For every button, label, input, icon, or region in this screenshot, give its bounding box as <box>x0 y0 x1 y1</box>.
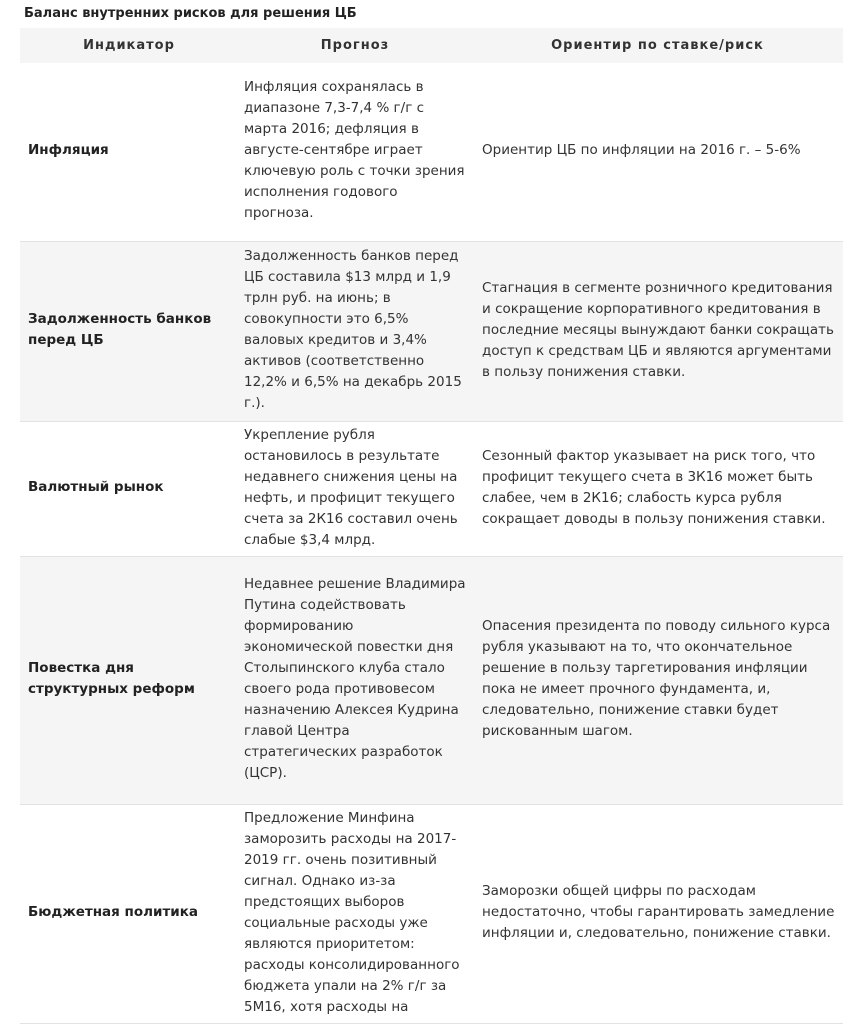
indicator-cell: Повестка дня структурных реформ <box>20 556 238 804</box>
table-row <box>20 63 843 241</box>
guidance-cell: Сезонный фактор указывает на риск того, что профицит текущего счета в 3К16 может быть слабее, чем в 2К16; слабость курса рубля сокращает доводы в пользу понижения ставки. <box>472 421 843 556</box>
indicator-cell: Бюджетная политика <box>20 804 238 1023</box>
page-title: Баланс внутренних рисков для решения ЦБ <box>24 6 357 21</box>
column-header-indicator: Индикатор <box>20 28 238 63</box>
table-row <box>20 804 843 1023</box>
guidance-cell: Заморозки общей цифры по расходам недостаточно, чтобы гарантировать замедление инфляции и, следовательно, понижение ставки. <box>472 804 843 1023</box>
guidance-cell: Ориентир ЦБ по инфляции на 2016 г. – 5-6% <box>472 63 843 241</box>
indicator-cell: Инфляция <box>20 63 238 241</box>
table-header <box>20 28 843 63</box>
guidance-cell: Стагнация в сегменте розничного кредитования и сокращение корпоративного кредитования в последние месяцы вынуждают банки сокращать доступ к средствам ЦБ и являются аргументами в пользу понижения ставки. <box>472 241 843 421</box>
forecast-cell: Предложение Минфина заморозить расходы на 2017-2019 гг. очень позитивный сигнал. Однако из-за предстоящих выборов социальные расходы уже являются приоритетом: расходы консолидированного бюджета упали на 2% г/г за 5М16, хотя расходы на <box>238 804 472 1023</box>
indicator-cell: Задолженность банков перед ЦБ <box>20 241 238 421</box>
table-row <box>20 241 843 421</box>
table-body <box>20 63 843 1023</box>
table-row <box>20 421 843 556</box>
risk-balance-table <box>20 28 843 1024</box>
forecast-cell: Недавнее решение Владимира Путина содействовать формированию экономической повестки дня Столыпинского клуба стало своего рода противовесом назначению Алексея Кудрина главой Центра стратегических разработок (ЦСР). <box>238 556 472 804</box>
header-row <box>20 28 843 63</box>
forecast-cell: Инфляция сохранялась в диапазоне 7,3-7,4 % г/г с марта 2016; дефляция в августе-сентябре играет ключевую роль с точки зрения исполнения годового прогноза. <box>238 63 472 241</box>
indicator-cell: Валютный рынок <box>20 421 238 556</box>
table-row <box>20 556 843 804</box>
column-header-forecast: Прогноз <box>238 28 472 63</box>
forecast-cell: Задолженность банков перед ЦБ составила $13 млрд и 1,9 трлн руб. на июнь; в совокупности это 6,5% валовых кредитов и 3,4% активов (соответственно 12,2% и 6,5% на декабрь 2015 г.). <box>238 241 472 421</box>
forecast-cell: Укрепление рубля остановилось в результате недавнего снижения цены на нефть, и профицит текущего счета за 2К16 составил очень слабые $3,4 млрд. <box>238 421 472 556</box>
column-header-guidance: Ориентир по ставке/риск <box>472 28 843 63</box>
guidance-cell: Опасения президента по поводу сильного курса рубля указывают на то, что окончательное решение в пользу таргетирования инфляции пока не имеет прочного фундамента, и, следовательно, понижение ставки будет рискованным шагом. <box>472 556 843 804</box>
